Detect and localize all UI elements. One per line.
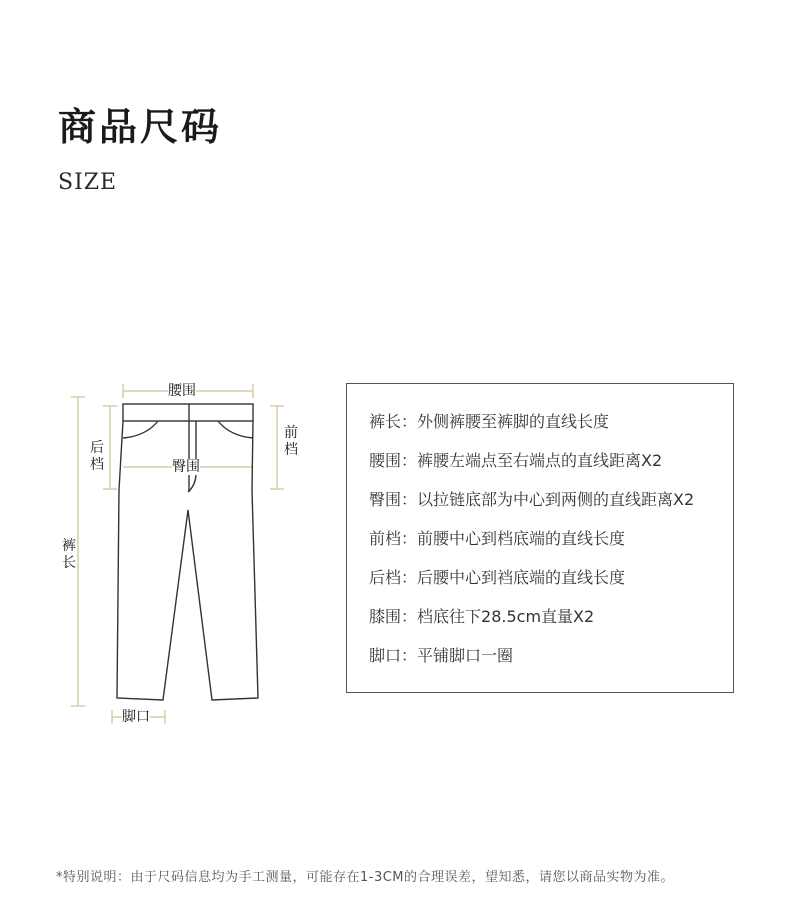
definition-term: 后档 xyxy=(369,568,402,587)
definition-item: 裤长：外侧裤腰至裤脚的直线长度 xyxy=(369,412,610,431)
definition-term: 前档 xyxy=(369,529,402,548)
definition-item: 臀围：以拉链底部为中心到两侧的直线距离X2 xyxy=(369,490,695,509)
definition-item: 腰围：裤腰左端点至右端点的直线距离X2 xyxy=(369,451,663,470)
front-rise-label: 前档 xyxy=(284,425,298,458)
definition-text: 前腰中心到档底端的直线长度 xyxy=(417,529,626,548)
pants-illustration xyxy=(0,370,330,740)
definition-text: 档底往下28.5cm直量X2 xyxy=(417,607,595,626)
definition-term: 脚口 xyxy=(369,646,402,665)
page-title: 商品尺码 xyxy=(58,105,223,149)
pants-diagram xyxy=(0,370,330,740)
definition-term: 腰围 xyxy=(369,451,402,470)
measurement-guides xyxy=(71,384,284,724)
back-rise-label: 后档 xyxy=(90,440,104,473)
definition-text: 平铺脚口一圈 xyxy=(417,646,514,665)
hip-label: 臀围 xyxy=(172,459,200,475)
page-subtitle: SIZE xyxy=(58,170,118,195)
definition-text: 以拉链底部为中心到两侧的直线距离X2 xyxy=(417,490,695,509)
pants-outline xyxy=(117,404,258,700)
size-definitions-box xyxy=(346,383,734,693)
definition-term: 臀围 xyxy=(369,490,402,509)
definition-item: 脚口：平铺脚口一圈 xyxy=(369,646,514,665)
definitions-list xyxy=(369,409,694,682)
definition-item: 前档：前腰中心到档底端的直线长度 xyxy=(369,529,626,548)
definition-term: 裤长 xyxy=(369,412,402,431)
definition-term: 膝围 xyxy=(369,607,402,626)
disclaimer-note: *特别说明：由于尺码信息均为手工测量，可能存在1-3CM的合理误差，望知悉，请您以商品实物为准。 xyxy=(56,870,675,885)
definition-text: 裤腰左端点至右端点的直线距离X2 xyxy=(417,451,663,470)
leg-opening-label: 脚口 xyxy=(122,709,150,725)
waist-label: 腰围 xyxy=(168,383,196,399)
definition-item: 后档：后腰中心到裆底端的直线长度 xyxy=(369,568,626,587)
definition-text: 后腰中心到裆底端的直线长度 xyxy=(417,568,626,587)
length-label: 裤长 xyxy=(62,538,76,571)
definition-item: 膝围：档底往下28.5cm直量X2 xyxy=(369,607,595,626)
definition-text: 外侧裤腰至裤脚的直线长度 xyxy=(417,412,610,431)
